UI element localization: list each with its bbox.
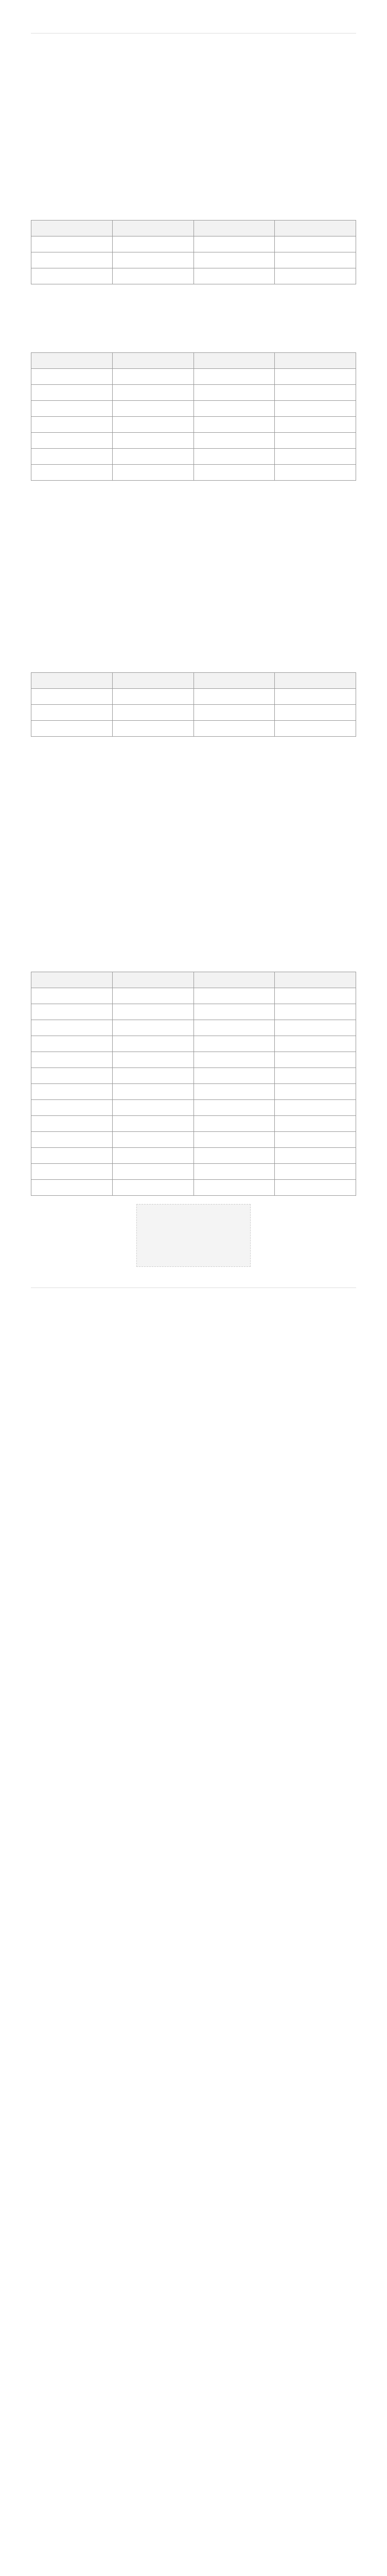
table-cell xyxy=(275,1132,356,1148)
section-paragraph xyxy=(31,863,356,873)
table-row xyxy=(31,1020,356,1036)
table-cell xyxy=(194,1100,275,1116)
site-header xyxy=(31,0,356,33)
table-cell xyxy=(31,353,113,369)
table-cell xyxy=(112,705,194,721)
table-cell xyxy=(194,353,275,369)
table-cell xyxy=(275,1004,356,1020)
table-cell xyxy=(31,385,113,401)
table-cell xyxy=(31,1132,113,1148)
table-cell xyxy=(275,1084,356,1100)
table-cell xyxy=(275,252,356,268)
table-cell xyxy=(31,988,113,1004)
section-paragraph xyxy=(31,789,356,799)
table-cell xyxy=(275,1164,356,1180)
article-section xyxy=(31,811,356,873)
table-cell xyxy=(31,417,113,433)
table-cell xyxy=(31,1004,113,1020)
article-section xyxy=(31,297,356,481)
article-section xyxy=(31,885,356,935)
table-row xyxy=(31,401,356,417)
table-cell xyxy=(275,988,356,1004)
table-row xyxy=(31,1116,356,1132)
table-cell xyxy=(194,1148,275,1164)
table-cell xyxy=(194,972,275,988)
article-title xyxy=(31,54,356,70)
table-cell xyxy=(112,689,194,705)
section-paragraph xyxy=(31,645,356,654)
table-row xyxy=(31,252,356,268)
table-cell xyxy=(112,721,194,737)
table-row xyxy=(31,1132,356,1148)
section-paragraph xyxy=(31,620,356,629)
section-heading xyxy=(31,885,356,895)
section-heading xyxy=(31,297,356,307)
table-cell xyxy=(194,252,275,268)
table-cell xyxy=(112,449,194,465)
table-cell xyxy=(31,689,113,705)
table-cell xyxy=(275,689,356,705)
table-row xyxy=(31,221,356,236)
section-paragraph xyxy=(31,155,356,164)
table-cell xyxy=(31,1052,113,1068)
table-cell xyxy=(275,721,356,737)
section-heading xyxy=(31,493,356,503)
table-cell xyxy=(194,1180,275,1196)
section-heading xyxy=(31,103,356,113)
table-cell xyxy=(112,465,194,481)
table-row xyxy=(31,417,356,433)
table-cell xyxy=(31,449,113,465)
section-paragraph xyxy=(31,118,356,127)
table-cell xyxy=(31,1100,113,1116)
article-section xyxy=(31,604,356,737)
table-cell xyxy=(31,401,113,417)
table-cell xyxy=(275,401,356,417)
table-cell xyxy=(31,972,113,988)
section-paragraph xyxy=(31,657,356,666)
table-row xyxy=(31,268,356,284)
table-row xyxy=(31,1180,356,1196)
table-cell xyxy=(112,252,194,268)
article-section xyxy=(31,749,356,799)
table-cell xyxy=(112,433,194,449)
table-row xyxy=(31,449,356,465)
table-cell xyxy=(194,417,275,433)
table-cell xyxy=(112,385,194,401)
table-cell xyxy=(31,721,113,737)
table-cell xyxy=(112,401,194,417)
article-meta xyxy=(31,82,356,90)
article-section xyxy=(31,103,356,164)
table-cell xyxy=(275,236,356,252)
table-cell xyxy=(275,221,356,236)
table-cell xyxy=(112,1036,194,1052)
table-row xyxy=(31,385,356,401)
table-cell xyxy=(112,221,194,236)
table-cell xyxy=(31,252,113,268)
info-table xyxy=(31,220,356,284)
table-cell xyxy=(112,1164,194,1180)
table-cell xyxy=(194,236,275,252)
section-heading xyxy=(31,543,356,553)
table-cell xyxy=(31,433,113,449)
table-row xyxy=(31,988,356,1004)
section-paragraph xyxy=(31,509,356,518)
table-row xyxy=(31,1148,356,1164)
table-cell xyxy=(194,705,275,721)
section-paragraph xyxy=(31,570,356,580)
table-row xyxy=(31,236,356,252)
table-cell xyxy=(194,433,275,449)
table-row xyxy=(31,353,356,369)
table-cell xyxy=(112,1020,194,1036)
section-heading xyxy=(31,604,356,615)
table-cell xyxy=(275,1148,356,1164)
section-paragraph xyxy=(31,901,356,910)
section-heading xyxy=(31,177,356,187)
table-row xyxy=(31,369,356,385)
section-paragraph xyxy=(31,192,356,201)
table-cell xyxy=(194,1116,275,1132)
table-cell xyxy=(112,1052,194,1068)
article-section xyxy=(31,543,356,592)
table-cell xyxy=(31,268,113,284)
section-paragraph xyxy=(31,205,356,214)
table-cell xyxy=(112,1148,194,1164)
table-cell xyxy=(194,369,275,385)
table-cell xyxy=(112,1100,194,1116)
table-cell xyxy=(112,236,194,252)
table-cell xyxy=(275,433,356,449)
table-cell xyxy=(194,1036,275,1052)
table-cell xyxy=(194,1084,275,1100)
table-cell xyxy=(275,1052,356,1068)
section-paragraph xyxy=(31,583,356,592)
table-cell xyxy=(275,465,356,481)
table-cell xyxy=(112,1068,194,1084)
section-paragraph xyxy=(31,130,356,140)
table-cell xyxy=(275,385,356,401)
article-section xyxy=(31,493,356,530)
table-cell xyxy=(31,1036,113,1052)
table-cell xyxy=(275,1100,356,1116)
table-row xyxy=(31,1036,356,1052)
table-cell xyxy=(275,353,356,369)
annex-schedule-table xyxy=(31,972,356,1196)
section-paragraph xyxy=(31,913,356,922)
table-row xyxy=(31,689,356,705)
section-paragraph xyxy=(31,521,356,530)
table-cell xyxy=(31,236,113,252)
table-cell xyxy=(31,1148,113,1164)
article-section xyxy=(31,177,356,284)
table-cell xyxy=(112,1004,194,1020)
table-cell xyxy=(275,673,356,689)
table-cell xyxy=(194,449,275,465)
table-cell xyxy=(275,1036,356,1052)
table-cell xyxy=(194,1052,275,1068)
section-paragraph xyxy=(31,143,356,152)
table-cell xyxy=(112,673,194,689)
official-stamp-image xyxy=(136,1204,251,1267)
table-cell xyxy=(31,1068,113,1084)
table-cell xyxy=(31,369,113,385)
table-row xyxy=(31,1068,356,1084)
article-body xyxy=(31,103,356,935)
site-footer xyxy=(31,1287,356,1319)
table-cell xyxy=(31,1084,113,1100)
table-cell xyxy=(194,385,275,401)
table-row xyxy=(31,1004,356,1020)
table-row xyxy=(31,1084,356,1100)
table-cell xyxy=(31,1180,113,1196)
annex-title xyxy=(31,955,356,965)
table-cell xyxy=(194,721,275,737)
table-cell xyxy=(194,1164,275,1180)
section-paragraph xyxy=(31,765,356,774)
table-row xyxy=(31,465,356,481)
table-row xyxy=(31,1164,356,1180)
table-cell xyxy=(194,221,275,236)
table-cell xyxy=(275,417,356,433)
table-cell xyxy=(112,1180,194,1196)
table-cell xyxy=(275,1020,356,1036)
table-row xyxy=(31,972,356,988)
table-cell xyxy=(194,1004,275,1020)
table-cell xyxy=(194,689,275,705)
table-cell xyxy=(112,1132,194,1148)
info-table xyxy=(31,672,356,737)
table-cell xyxy=(112,972,194,988)
table-cell xyxy=(112,988,194,1004)
section-paragraph xyxy=(31,325,356,334)
table-cell xyxy=(112,1084,194,1100)
table-cell xyxy=(112,417,194,433)
table-cell xyxy=(194,1020,275,1036)
table-cell xyxy=(194,465,275,481)
table-cell xyxy=(275,705,356,721)
table-cell xyxy=(31,465,113,481)
table-cell xyxy=(31,705,113,721)
table-cell xyxy=(31,221,113,236)
table-row xyxy=(31,433,356,449)
section-heading xyxy=(31,811,356,821)
section-paragraph xyxy=(31,826,356,836)
table-cell xyxy=(112,369,194,385)
table-cell xyxy=(275,268,356,284)
section-paragraph xyxy=(31,558,356,567)
section-paragraph xyxy=(31,312,356,321)
table-cell xyxy=(194,268,275,284)
table-cell xyxy=(275,1068,356,1084)
table-row xyxy=(31,673,356,689)
table-cell xyxy=(275,449,356,465)
table-cell xyxy=(112,1116,194,1132)
table-cell xyxy=(31,1020,113,1036)
table-cell xyxy=(31,673,113,689)
section-paragraph xyxy=(31,777,356,786)
table-cell xyxy=(275,369,356,385)
section-paragraph xyxy=(31,925,356,935)
table-row xyxy=(31,721,356,737)
table-cell xyxy=(31,1164,113,1180)
table-row xyxy=(31,1100,356,1116)
table-cell xyxy=(112,268,194,284)
section-paragraph xyxy=(31,851,356,860)
table-cell xyxy=(275,1116,356,1132)
table-cell xyxy=(194,673,275,689)
section-paragraph xyxy=(31,337,356,346)
table-cell xyxy=(194,1068,275,1084)
table-cell xyxy=(194,401,275,417)
info-table xyxy=(31,352,356,481)
table-cell xyxy=(194,988,275,1004)
section-paragraph xyxy=(31,839,356,848)
section-heading xyxy=(31,749,356,759)
table-cell xyxy=(194,1132,275,1148)
table-row xyxy=(31,705,356,721)
table-row xyxy=(31,1052,356,1068)
table-cell xyxy=(275,972,356,988)
section-paragraph xyxy=(31,632,356,641)
table-cell xyxy=(112,353,194,369)
table-cell xyxy=(275,1180,356,1196)
table-cell xyxy=(31,1116,113,1132)
